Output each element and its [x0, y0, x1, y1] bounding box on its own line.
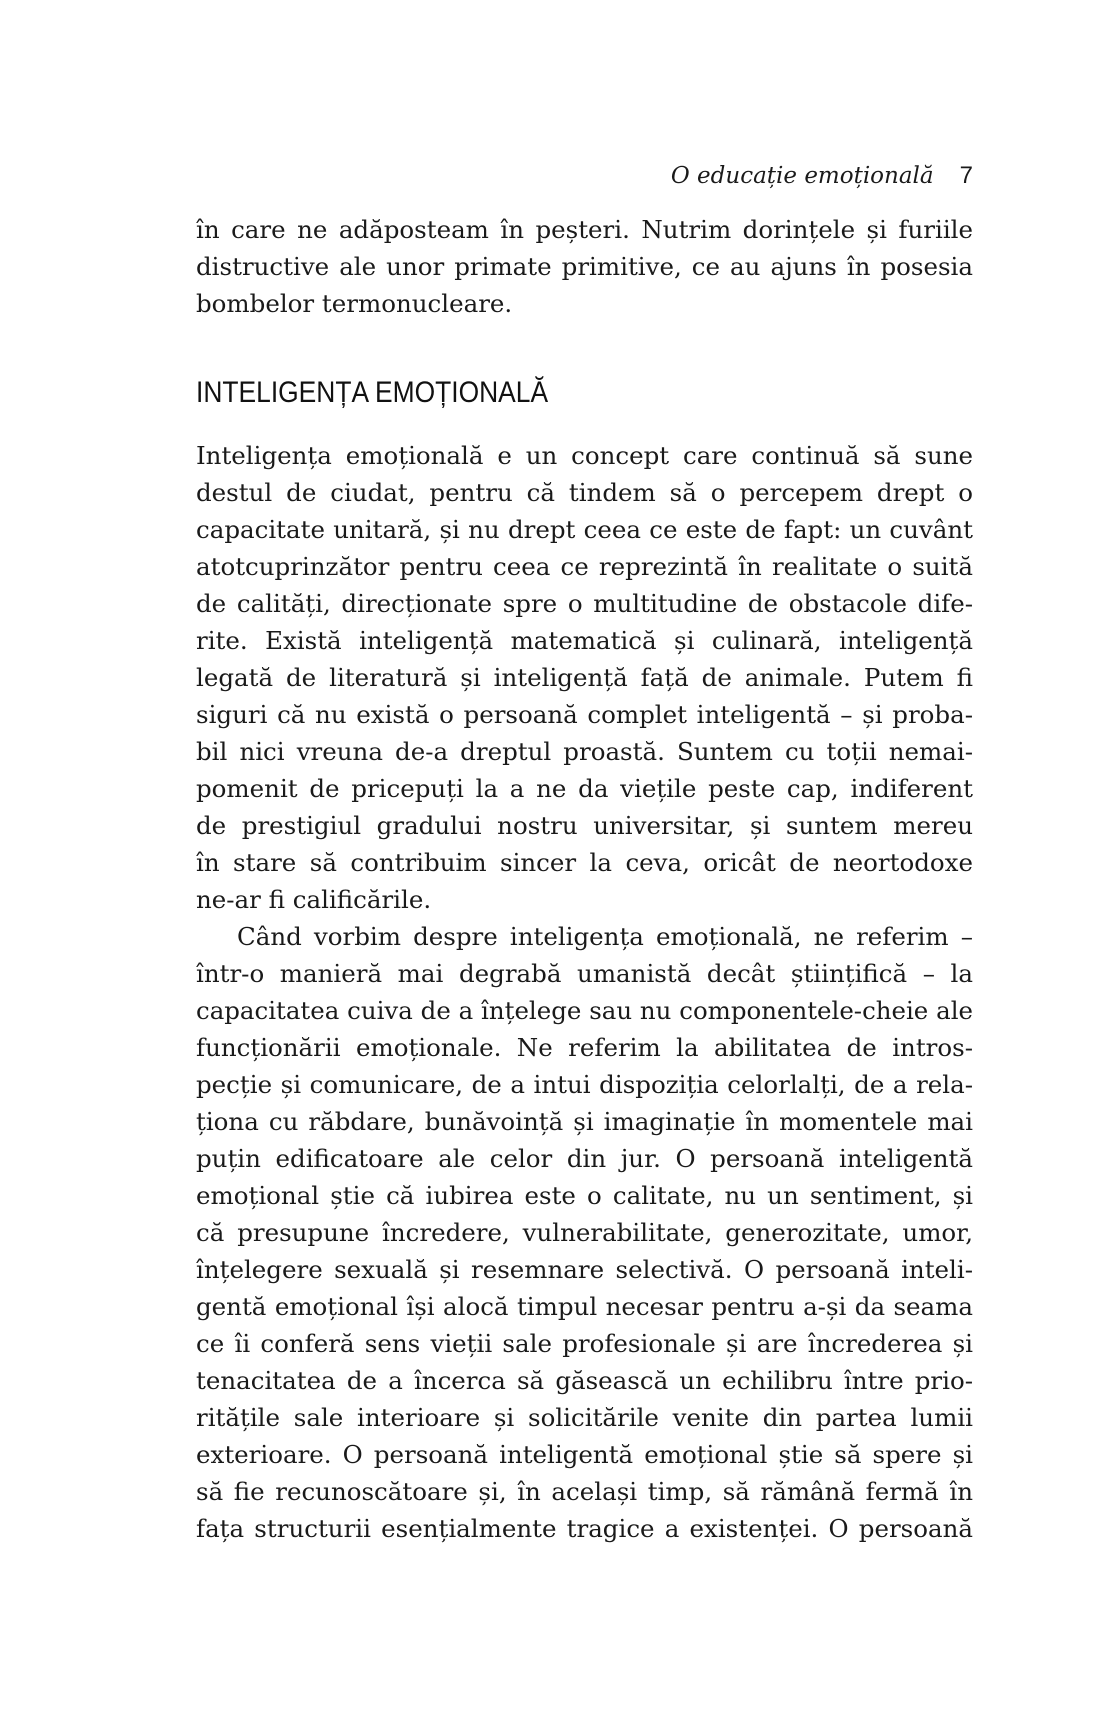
paragraph-line: capacitate unitară, și nu drept ceea ce este de fapt: un cuvânt	[196, 515, 973, 544]
paragraph-line: pecție și comunicare, de a intui dispoziția celorlalți, de a rela-	[196, 1070, 973, 1099]
paragraph-line: pomenit de pricepuți la a ne da viețile peste cap, indiferent	[196, 774, 973, 803]
paragraph-line: că presupune încredere, vulnerabilitate, generozitate, umor,	[196, 1218, 973, 1247]
section-heading: INTELIGENȚA EMOȚIONALĂ	[196, 376, 549, 409]
paragraph-line: Inteligența emoțională e un concept care continuă să sune	[196, 441, 973, 470]
paragraph-line: ționa cu răbdare, bunăvoință și imaginație în momentele mai	[196, 1107, 973, 1136]
paragraph-line: destul de ciudat, pentru că tindem să o percepem drept o	[196, 478, 973, 507]
paragraph-line: atotcuprinzător pentru ceea ce reprezintă în realitate o suită	[196, 552, 973, 581]
intro-line: distructive ale unor primate primitive, ce au ajuns în posesia	[196, 252, 973, 281]
paragraph-line: într-o manieră mai degrabă umanistă decât științifică – la	[196, 959, 973, 988]
intro-line: bombelor termonucleare.	[196, 289, 513, 318]
paragraph-line: să fie recunoscătoare și, în același timp, să rămână fermă în	[196, 1477, 973, 1506]
paragraph-line: emoțional știe că iubirea este o calitate, nu un sentiment, și	[196, 1181, 973, 1210]
paragraph-line: bil nici vreuna de-a dreptul proastă. Suntem cu toții nemai-	[196, 737, 973, 766]
paragraph-line: funcționării emoționale. Ne referim la abilitatea de intros-	[196, 1033, 973, 1062]
paragraph-line: înțelegere sexuală și resemnare selectivă. O persoană inteli-	[196, 1255, 973, 1284]
paragraph-line: fața structurii esențialmente tragice a existenței. O persoană	[196, 1514, 973, 1543]
paragraph-line: de prestigiul gradului nostru universitar, și suntem mereu	[196, 811, 973, 840]
page-number: 7	[959, 162, 973, 189]
paragraph-line: rite. Există inteligență matematică și culinară, inteligență	[196, 626, 973, 655]
paragraph-line: ne-ar fi calificările.	[196, 885, 432, 914]
paragraph-line: legată de literatură și inteligență față de animale. Putem fi	[196, 663, 973, 692]
paragraph-line: Când vorbim despre inteligența emoțională, ne referim –	[237, 922, 973, 951]
intro-line: în care ne adăposteam în peșteri. Nutrim dorințele și furiile	[196, 215, 973, 244]
paragraph-line: de calități, direcționate spre o multitudine de obstacole dife-	[196, 589, 973, 618]
paragraph-line: tenacitatea de a încerca să găsească un echilibru între prio-	[196, 1366, 973, 1395]
paragraph-line: puțin edificatoare ale celor din jur. O persoană inteligentă	[196, 1144, 973, 1173]
paragraph-line: ce îi conferă sens vieții sale profesionale și are încrederea și	[196, 1329, 973, 1358]
running-header	[196, 162, 973, 190]
running-title: O educație emoțională	[670, 163, 934, 189]
paragraph-line: ritățile sale interioare și solicitările venite din partea lumii	[196, 1403, 973, 1432]
paragraph-line: capacitatea cuiva de a înțelege sau nu componentele-cheie ale	[196, 996, 973, 1025]
paragraph-line: în stare să contribuim sincer la ceva, oricât de neortodoxe	[196, 848, 973, 877]
paragraph-line: exterioare. O persoană inteligentă emoțional știe să spere și	[196, 1440, 973, 1469]
paragraph-line: gentă emoțional își alocă timpul necesar pentru a-și da seama	[196, 1292, 973, 1321]
paragraph-line: siguri că nu există o persoană complet inteligentă – și proba-	[196, 700, 973, 729]
